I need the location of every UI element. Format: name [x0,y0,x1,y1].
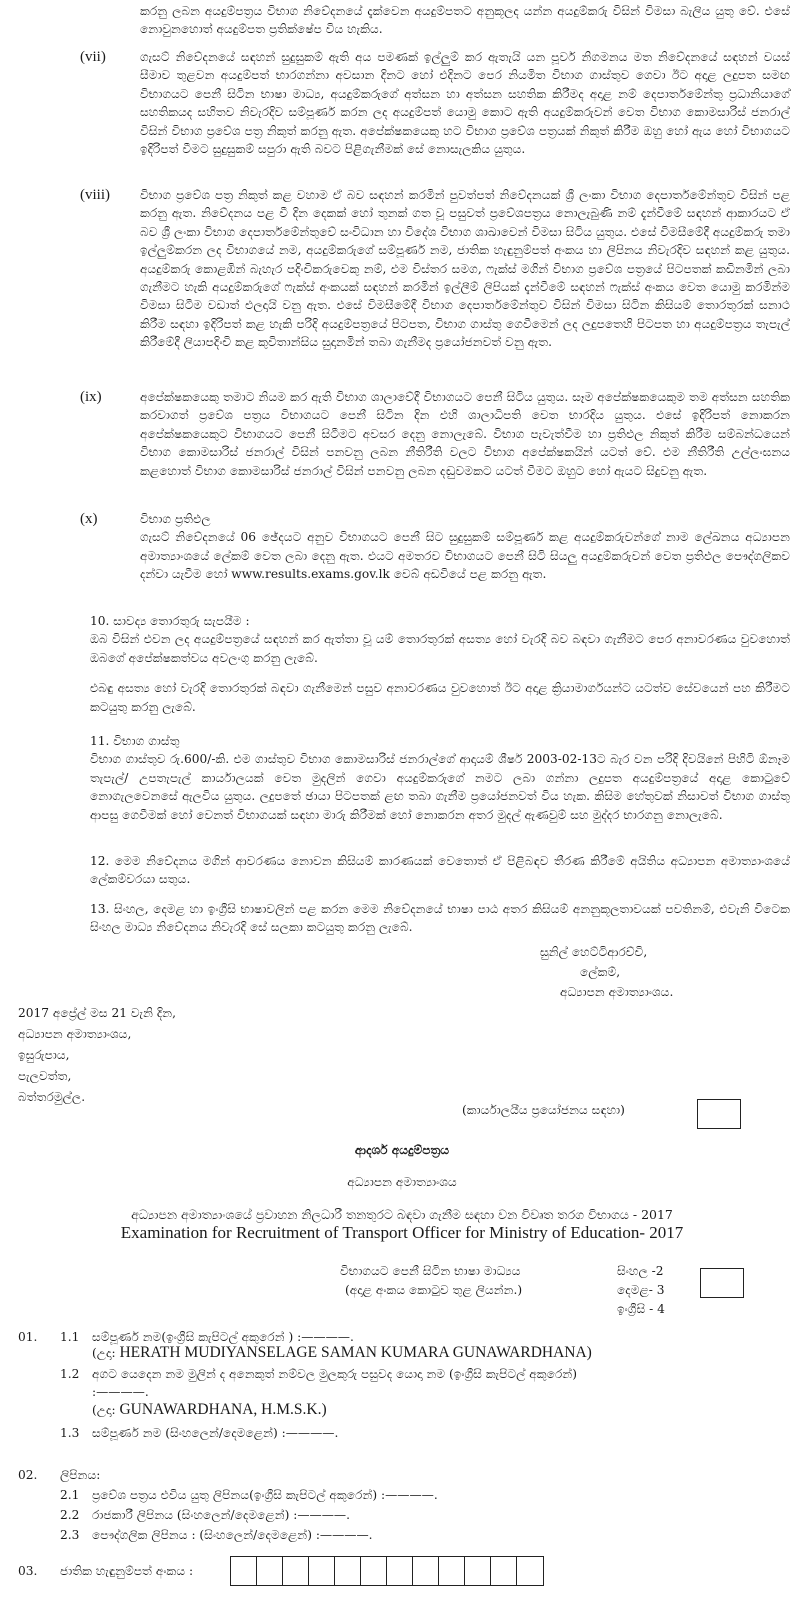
nic-digit-box[interactable] [413,1557,439,1585]
private-address-field[interactable]: පෞද්ගලික ලිපිනය : (සිංහලෙන්/දෙමළෙන්) :————. [92,1528,373,1542]
nic-digit-box[interactable] [361,1557,387,1585]
date-address-block: 2017 අප්‍රේල් මස 21 වැනි දින, අධ්‍යාපන අමාත්‍යාංශය, ඉසුරුපාය, පැලවත්ත, බත්තරමුල්ල. [18,1006,177,1104]
medium-box[interactable] [700,1268,744,1298]
nic-digit-box[interactable] [387,1557,413,1585]
address-label: ලිපිනය: [60,1468,101,1482]
nic-digit-box[interactable] [257,1557,283,1585]
section-13: 13. සිංහල, දෙමළ හා ඉංග්‍රීසි භාෂාවලින් පළ කරන මෙම නිවේදනයේ භාෂා පාඨ අතර කිසියම් අනනුකූලතාවයක් පවතිනම්, එවැනි විටෙක සිංහල මාධ්‍ය නිවේදනය නිවැරදි සේ සලකා කටයුතු කරනු ලැබේ. [90,902,790,935]
q1-2-example: (උදා: GUNAWARDHANA, H.M.S.K.) [92,1401,327,1418]
full-name-sinhala-field[interactable]: සම්පූර්ණ නම (සිංහලෙන්/දෙමළෙන්) :————. [92,1426,339,1440]
clause-x: (x) විභාග ප්‍රතිඵල ගැසට් නිවේදනයේ 06 ඡේදයට අනුව විභාගයට පෙනී සිට සුදුසුකම් සම්පූර්ණ කළ අයදුම්කරුවන්ගේ නාම ලේඛනය අධ්‍යාපන අමාත්‍යාංශයේ ලේකම් වෙත ලබා දෙනු ඇත. එයට අමතරව විභාගයට පෙනී සිටි සියලු අයදුම්කරුවන් වෙත ප්‍රතිඵල පෞද්ගලිකව දන්වා යැවීම හෝ www.results.exams.gov.lk වෙබ් අඩවියේ පළ කරනු ඇත. [80,511,790,582]
nic-digit-box[interactable] [465,1557,491,1585]
nic-label: ජාතික හැඳුනුම්පත් අංකය : [60,1564,194,1578]
nic-boxes[interactable] [230,1556,544,1586]
nic-digit-box[interactable] [439,1557,465,1585]
clause-vi-cont: කරනු ලබන අයදුම්පත්‍රය විභාග නිවේදනයේ දැක්වෙන අයදුම්පතට අනුකූලද යන්න අයදුම්කරු විසින් විමසා බැලිය යුතු වේ. එසේ නොවුනහොත් අයදුම්පත ප්‍රතික්ෂේප විය හැකිය. [140,4,790,37]
clause-viii: (viii) විභාග ප්‍රවේශ පත්‍ර නිකුත් කළ වහාම ඒ බව සඳහන් කරමින් පුවත්පත් නිවේදනයක් ශ්‍රී ලංකා විභාග දෙපාර්තමේන්තුව විසින් පළ කරනු ඇත. නිවේදනය පළ වී දින දෙකක් හෝ තුනක් ගත වූ පසුවත් ප්‍රවේශපත්‍රය නොලැබුණි නම් දැන්වීමේ සඳහන් ආකාරයට ඒ බව ශ්‍රී ලංකා විභාග දෙපාර්තමේන්තුවේ සංවිධාන හා විදේශ විභාග ශාඛාවෙන් විමසා සිටිය යුතුය. එසේ විමසීමේදී අයදුම්කරු තමා ඉල්ලුම්කරන ලද විභාගයේ නම, අයදුම්කරුගේ සම්පූර්ණ නම, ජාතික හැඳුනුම්පත් අංකය හා ලිපිනය නිවැරදිව සඳහන් කළ යුතුය. අයදුම්කරු කොළඹින් බැහැර පදිංචිකරුවෙකු නම්, එම විස්තර සමග, ෆැක්ස් මගින් විභාග ප්‍රවේශ පත්‍රයේ පිටපතක් කඩිනමින් ලබා ගැනීමට හැකි අයදුම්කරුගේ ෆැක්ස් අංකයක් සඳහන් කරමින් ඉල්ලීම් ලිපියක් දැන්වීමේ සඳහන් ෆැක්ස් අංකය වෙත යොමු කරමින්ම විමසා සිටීම වඩාත් එලදායි වනු ඇත. එසේ විමසීමේදී විභාග දෙපාර්තමේන්තුව විසින් විමසා සිටින කිසියම් තොරතුරක් සනාථ කිරීම සඳහා ඉදිරිපත් කළ හැකි පරිදි අයදුම්පත්‍රයේ පිටපත, විභාග ගාස්තු ගෙවීමෙන් ලද ලදුපතෙහි පිටපත හා අයදුම්පත්‍රය තැපැල් කිරීමේදී ලියාපදිංචි කළ කුවිතාන්සිය සුදානමින් තබා ගැනීමද ප්‍රයෝජනවත් වනු ඇත. [80,187,790,350]
official-address-field[interactable]: රාජකාරී ලිපිනය (සිංහලෙන්/දෙමළෙන්) :————. [92,1508,350,1522]
admission-address-field[interactable]: ප්‍රවේශ පත්‍රය එවිය යුතු ලිපිනය(ඉංග්‍රීසි කැපිටල් අකුරෙන්) :————. [92,1488,438,1502]
medium-label: විභාගයට පෙනී සිටින භාෂා මාධ්‍යය [340,1264,521,1278]
section-11: 11. විභාග ගාස්තු විභාග ගාස්තුව රු.600/-කි. එම ගාස්තුව විභාග කොමසාරිස් ජනරාල්ගේ ආදායම් ශීර්ෂ 2003-02-13ට බැර වන පරිදි දිවයිනේ පිහිටි ඕනෑම තැපැල්/ උපතැපැල් කාර්යාලයක් වෙත මුදලින් ගෙවා අයදුම්කරුගේ නමට ලබා ගන්නා ලදුපත අයදුම්පත්‍රයේ අදාළ කොටුවේ නොගැලවෙනසේ ඇලවිය යුතුය. ලදුපතේ ඡායා පිටපතක් ළඟ තබා ගැනීම ප්‍රයෝජනවත් විය හැක. කිසිම හේතුවක් නිසාවත් විභාග ගාස්තු ආපසු ගෙවීමක් හෝ වෙනත් විභාගයක් සඳහා මාරු කිරීමක් හෝ නොකරන අතර මුදල් ඇණවුම් සහ මුද්දර භාරගනු නොලැබේ. [90,734,790,822]
q2-3-number: 2.3 [60,1528,80,1542]
nic-digit-box[interactable] [283,1557,309,1585]
section-10: 10. සාවද්‍ය තොරතුරු සැපයීම : ඔබ විසින් එවන ලද අයදුම්පත්‍රයේ සඳහන් කර ඇත්තා වූ යම් තොරතුරක් අසත්‍ය හෝ වැරදි බව බඳවා ගැනීමට පෙර අනාවරණය වුවහොත් ඔබගේ අපේක්ෂකත්වය අවලංගු කරනු ලැබේ. එබඳු අසත්‍ය හෝ වැරදි තොරතුරක් බඳවා ගැනීමෙන් පසුව අනාවරණය වුවහොත් ඊට අදාළ ක්‍රියාමාර්ගයන්ට යටත්ව සේවයෙන් පහ කිරීමට කටයුතු කරනු ලැබේ. [90,614,790,714]
q1-1-number: 1.1 [60,1330,80,1344]
exam-title-sinhala: අධ්‍යාපන අමාත්‍යාංශයේ ප්‍රවාහන නිලධාරී තනතුරට බඳවා ගැනීම සඳහා වන විවෘත තරග විභාගය - 2017 [131,1207,673,1222]
clause-vii: (vii) ගැසට් නිවේදනයේ සඳහන් සුදුසුකම් ඇති අය පමණක් ඉල්ලුම් කර ඇතැයි යන පූර්ව නිගමනය මත නිවේදනයේ සඳහන් වයස් සීමාව තුළවන අයදුම්පත් භාරගන්නා අවසාන දිනට හෝ එදිනට පෙර නියමිත විභාග ගාස්තුව ගෙවා ඊට අදාළ ලදුපත සමඟ විභාගයට පෙනී සිටින භාෂා මාධ්‍ය, අයදුම්කරුගේ අත්සන හා අත්සන සහතික කිරීමද අදාළ නම් දෙපාර්තමේන්තු ප්‍රධානියාගේ සහතිකයද සහිතව නිවැරදිව සම්පූර්ණ කරන ලද අයදුම්පත් යොමු කොට ඇති අයදුම්කරුවන් වෙත විභාග කොමසාරිස් ජනරාල් විසින් විභාග ප්‍රවේශ පත්‍ර නිකුත් කරනු ඇත. අපේක්ෂකයෙකු හට විභාග ප්‍රවේශ පත්‍රයක් නිකුත් කිරීම ඔහු හෝ ඇය හෝ විභාගයට ඉදිරිපත් වීමට සුදුසුකම් සපුරා ඇති බවට පිළිගැනීමක් සේ නොසැලකිය යුතුය. [80,49,790,157]
q03-number: 03. [18,1564,38,1578]
section-10-heading: 10. සාවද්‍ය තොරතුරු සැපයීම : [90,614,250,628]
clause-ix: (ix) අපේක්ෂකයෙකු තමාට නියම කර ඇති විභාග ශාලාවේදී විභාගයට පෙනී සිටිය යුතුය. සෑම අපේක්ෂකයෙකුම තම අත්සන සහතික කරවාගත් ප්‍රවේශ පත්‍රය විභාගයට පෙනී සිටින දින එහි ශාලාධිපති වෙත භාරදිය යුතුය. එසේ ඉදිරිපත් නොකරන අපේක්ෂකයෙකුට විභාගයට පෙනී සිටීමට අවසර දෙනු නොලැබේ. විභාග පැවැත්වීම හා ප්‍රතිඵල නිකුත් කිරීම සම්බන්ධයෙන් විභාග කොමසාරිස් ජනරාල් විසින් පනවනු ලබන නීතිරීති වලට විභාග අපේක්ෂකයින් යටත් වේ. එම නීතිරීති උල්ලංඝනය කළහොත් විභාග කොමසාරිස් ජනරාල් විසින් පනවනු ලබන දඬුවමකට යටත් වීමට ඔහුට හෝ ඇයට සිදුවනු ඇත. [80,389,790,478]
q1-1-example: (උදා: HERATH MUDIYANSELAGE SAMAN KUMARA GUNAWARDHANA) [92,1344,592,1361]
medium-note: (අදාළ අංකය කොටුව තුළ ලියන්න.) [345,1283,523,1297]
office-use-box[interactable] [697,1099,741,1129]
q01-number: 01. [18,1330,38,1344]
name-with-initials-field[interactable]: :————. [92,1385,149,1399]
medium-options: සිංහල -2 දෙමළ- 3 ඉංග්‍රීසි - 4 [617,1264,665,1316]
full-name-english-field[interactable]: සම්පූර්ණ නම(ඉංග්‍රීසි කැපිටල් අකුරෙන් ) :————. [92,1330,354,1344]
ministry-title: අධ්‍යාපන අමාත්‍යාංශය [347,1175,457,1189]
q2-1-number: 2.1 [60,1488,80,1502]
q1-2-label: අගට යෙදෙන නම මුලින් ද අනෙකුත් නම්වල මුලකුරු පසුවද යොදා නම (ඉංග්‍රීසි කැපිටල් අකුරෙන්) [92,1367,578,1381]
nic-digit-box[interactable] [491,1557,517,1585]
section-11-heading: 11. විභාග ගාස්තු [90,734,180,748]
signature-block: සුනිල් හෙට්ටිආරච්චි, ලේකම්, අධ්‍යාපන අමාත්‍යාංශය. [540,945,674,999]
q02-number: 02. [18,1468,38,1482]
nic-digit-box[interactable] [309,1557,335,1585]
q1-2-number: 1.2 [60,1367,80,1381]
model-form-title: ආදර්ශ අයදුම්පත්‍රය [354,1143,450,1157]
nic-digit-box[interactable] [517,1557,543,1585]
q2-2-number: 2.2 [60,1508,80,1522]
nic-digit-box[interactable] [335,1557,361,1585]
section-12: 12. මෙම නිවේදනය මගින් ආවරණය නොවන කිසියම් කාරණයක් වෙතොත් ඒ පිළිබඳව තීරණ කිරීමේ අයිතිය අධ්‍යාපන අමාත්‍යාංශයේ ලේකම්වරයා සතුය. [90,854,790,887]
office-use-label: (කාර්යාලයීය ප්‍රයෝජනය සඳහා) [462,1103,625,1117]
nic-digit-box[interactable] [231,1557,257,1585]
q1-3-number: 1.3 [60,1426,80,1440]
clause-x-title: විභාග ප්‍රතිඵල [140,512,211,526]
exam-title-english: Examination for Recruitment of Transport Officer for Ministry of Education- 2017 [120,1223,684,1242]
